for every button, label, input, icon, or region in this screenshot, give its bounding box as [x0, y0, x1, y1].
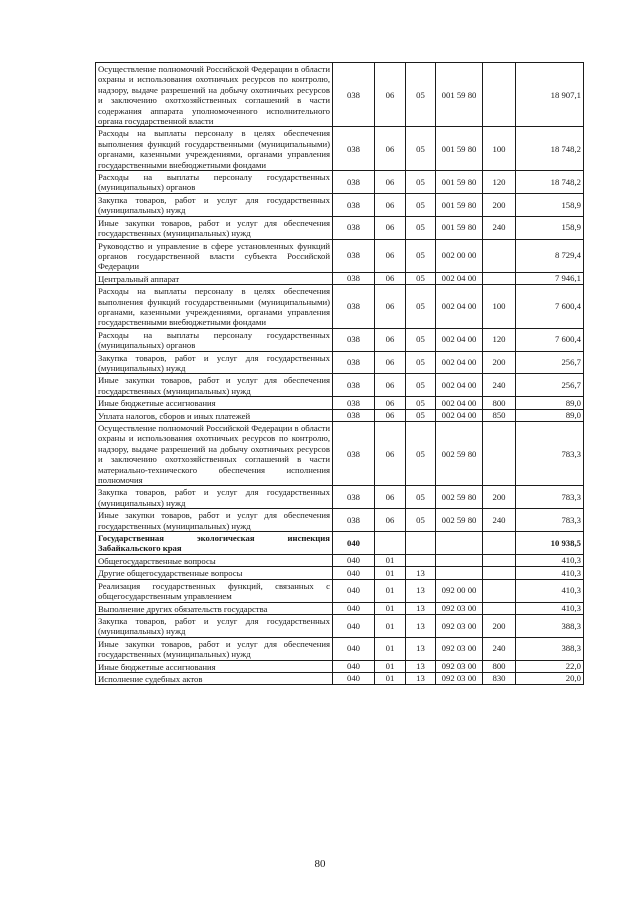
- row-section: 06: [375, 285, 406, 329]
- row-section: 06: [375, 63, 406, 127]
- row-amount: 410,3: [516, 579, 584, 602]
- row-amount: 18 748,2: [516, 171, 584, 194]
- table-row: [96, 409, 584, 421]
- row-target-item: 092 03 00: [436, 637, 483, 660]
- table-row: [96, 579, 584, 602]
- row-target-item: 002 59 80: [436, 422, 483, 486]
- row-expense-type: 800: [483, 660, 516, 672]
- row-subsection: 13: [406, 672, 436, 684]
- row-amount: 18 907,1: [516, 63, 584, 127]
- row-name: Иные закупки товаров, работ и услуг для обеспечения государственных (муниципальных) нужд: [96, 216, 333, 239]
- row-name: Иные закупки товаров, работ и услуг для обеспечения государственных (муниципальных) нужд: [96, 374, 333, 397]
- row-admin-code: 040: [333, 602, 375, 614]
- row-amount: 410,3: [516, 567, 584, 579]
- row-name: Исполнение судебных актов: [96, 672, 333, 684]
- row-target-item: 001 59 80: [436, 63, 483, 127]
- row-admin-code: 040: [333, 614, 375, 637]
- row-name: Выполнение других обязательств государства: [96, 602, 333, 614]
- row-subsection: [406, 532, 436, 555]
- row-admin-code: 038: [333, 409, 375, 421]
- row-expense-type: 200: [483, 486, 516, 509]
- table-body: [96, 63, 584, 685]
- table-row: [96, 216, 584, 239]
- row-subsection: 05: [406, 285, 436, 329]
- row-admin-code: 040: [333, 637, 375, 660]
- row-target-item: 092 00 00: [436, 579, 483, 602]
- row-amount: 7 600,4: [516, 328, 584, 351]
- table-row: [96, 660, 584, 672]
- row-target-item: 092 03 00: [436, 672, 483, 684]
- table-row: [96, 422, 584, 486]
- row-amount: 8 729,4: [516, 239, 584, 272]
- row-target-item: [436, 554, 483, 566]
- row-subsection: 05: [406, 127, 436, 171]
- budget-table-container: [95, 62, 583, 685]
- budget-table: [95, 62, 584, 685]
- row-section: 06: [375, 239, 406, 272]
- row-amount: 18 748,2: [516, 127, 584, 171]
- row-expense-type: 240: [483, 374, 516, 397]
- row-admin-code: 040: [333, 532, 375, 555]
- row-expense-type: 800: [483, 397, 516, 409]
- row-name: Закупка товаров, работ и услуг для государственных (муниципальных) нужд: [96, 486, 333, 509]
- row-target-item: 001 59 80: [436, 216, 483, 239]
- row-section: 01: [375, 672, 406, 684]
- row-subsection: 13: [406, 579, 436, 602]
- row-expense-type: [483, 554, 516, 566]
- row-section: 06: [375, 193, 406, 216]
- row-expense-type: [483, 63, 516, 127]
- row-section: 06: [375, 509, 406, 532]
- row-name: Расходы на выплаты персоналу в целях обеспечения выполнения функций государственными (муниципальными) органами, казенными учреждениями, органами управления государственными внебюджетными фондами: [96, 285, 333, 329]
- table-row: [96, 567, 584, 579]
- row-section: 06: [375, 328, 406, 351]
- row-section: 01: [375, 579, 406, 602]
- row-expense-type: 240: [483, 637, 516, 660]
- table-row: [96, 486, 584, 509]
- page-number: 80: [314, 858, 326, 870]
- table-row: [96, 239, 584, 272]
- row-subsection: 13: [406, 637, 436, 660]
- row-amount: 783,3: [516, 422, 584, 486]
- table-row: [96, 328, 584, 351]
- row-amount: 410,3: [516, 602, 584, 614]
- row-amount: 7 600,4: [516, 285, 584, 329]
- row-name: Расходы на выплаты персоналу государственных (муниципальных) органов: [96, 171, 333, 194]
- row-admin-code: 038: [333, 397, 375, 409]
- row-expense-type: [483, 579, 516, 602]
- row-admin-code: 040: [333, 672, 375, 684]
- row-expense-type: 120: [483, 328, 516, 351]
- row-subsection: 13: [406, 660, 436, 672]
- row-section: 01: [375, 602, 406, 614]
- row-expense-type: 240: [483, 509, 516, 532]
- row-admin-code: 038: [333, 509, 375, 532]
- row-amount: 410,3: [516, 554, 584, 566]
- row-amount: 22,0: [516, 660, 584, 672]
- row-amount: 10 938,5: [516, 532, 584, 555]
- row-amount: 783,3: [516, 509, 584, 532]
- row-expense-type: 200: [483, 193, 516, 216]
- row-target-item: [436, 532, 483, 555]
- row-target-item: 002 04 00: [436, 397, 483, 409]
- row-name: Иные закупки товаров, работ и услуг для обеспечения государственных (муниципальных) нужд: [96, 637, 333, 660]
- row-expense-type: [483, 602, 516, 614]
- row-expense-type: 200: [483, 614, 516, 637]
- row-section: 01: [375, 637, 406, 660]
- row-amount: 89,0: [516, 409, 584, 421]
- row-target-item: 002 59 80: [436, 509, 483, 532]
- row-admin-code: 038: [333, 193, 375, 216]
- row-name: Расходы на выплаты персоналу в целях обеспечения выполнения функций государственными (муниципальными) органами, казенными учреждениями, органами управления государственными внебюджетными фондами: [96, 127, 333, 171]
- row-amount: 388,3: [516, 614, 584, 637]
- row-expense-type: [483, 272, 516, 284]
- table-row: [96, 637, 584, 660]
- row-admin-code: 038: [333, 422, 375, 486]
- row-target-item: 092 03 00: [436, 614, 483, 637]
- row-subsection: 05: [406, 486, 436, 509]
- table-row: [96, 554, 584, 566]
- row-amount: 20,0: [516, 672, 584, 684]
- row-section: 01: [375, 567, 406, 579]
- row-name: Осуществление полномочий Российской Федерации в области охраны и использования охотничьих ресурсов по контролю, надзору, выдаче разрешений на добычу охотничьих ресурсов и заключению охотхозяйственных соглашений в части содержания аппарата уполномоченного исполнительного органа государственной власти: [96, 63, 333, 127]
- row-expense-type: 200: [483, 351, 516, 374]
- row-admin-code: 038: [333, 171, 375, 194]
- row-expense-type: 100: [483, 285, 516, 329]
- row-subsection: 05: [406, 409, 436, 421]
- row-amount: 89,0: [516, 397, 584, 409]
- row-target-item: 002 04 00: [436, 328, 483, 351]
- table-row: [96, 285, 584, 329]
- table-row: [96, 397, 584, 409]
- row-admin-code: 038: [333, 63, 375, 127]
- row-name: Закупка товаров, работ и услуг для государственных (муниципальных) нужд: [96, 193, 333, 216]
- row-name: Другие общегосударственные вопросы: [96, 567, 333, 579]
- row-target-item: 002 04 00: [436, 351, 483, 374]
- row-subsection: 05: [406, 63, 436, 127]
- row-expense-type: 850: [483, 409, 516, 421]
- row-target-item: 002 04 00: [436, 374, 483, 397]
- row-name: Центральный аппарат: [96, 272, 333, 284]
- row-admin-code: 040: [333, 660, 375, 672]
- row-subsection: 05: [406, 328, 436, 351]
- row-expense-type: 240: [483, 216, 516, 239]
- table-row: [96, 532, 584, 555]
- row-expense-type: 100: [483, 127, 516, 171]
- table-row: [96, 171, 584, 194]
- row-expense-type: [483, 567, 516, 579]
- row-target-item: 002 00 00: [436, 239, 483, 272]
- row-admin-code: 040: [333, 567, 375, 579]
- table-row: [96, 193, 584, 216]
- row-name: Реализация государственных функций, связанных с общегосударственным управлением: [96, 579, 333, 602]
- row-admin-code: 040: [333, 554, 375, 566]
- row-target-item: 001 59 80: [436, 193, 483, 216]
- table-row: [96, 351, 584, 374]
- row-name: Государственная экологическая инспекция Забайкальского края: [96, 532, 333, 555]
- row-section: 06: [375, 351, 406, 374]
- row-admin-code: 038: [333, 216, 375, 239]
- row-admin-code: 038: [333, 239, 375, 272]
- row-subsection: 05: [406, 272, 436, 284]
- row-section: 06: [375, 409, 406, 421]
- row-admin-code: 038: [333, 328, 375, 351]
- row-name: Расходы на выплаты персоналу государственных (муниципальных) органов: [96, 328, 333, 351]
- row-amount: 783,3: [516, 486, 584, 509]
- row-subsection: 05: [406, 216, 436, 239]
- row-target-item: [436, 567, 483, 579]
- row-subsection: 13: [406, 602, 436, 614]
- row-section: 01: [375, 554, 406, 566]
- row-target-item: 001 59 80: [436, 171, 483, 194]
- row-amount: 388,3: [516, 637, 584, 660]
- row-target-item: 002 04 00: [436, 272, 483, 284]
- row-amount: 256,7: [516, 374, 584, 397]
- table-row: [96, 509, 584, 532]
- table-row: [96, 602, 584, 614]
- row-subsection: 13: [406, 567, 436, 579]
- row-section: 06: [375, 127, 406, 171]
- row-subsection: 05: [406, 374, 436, 397]
- row-expense-type: [483, 239, 516, 272]
- table-row: [96, 614, 584, 637]
- row-name: Иные бюджетные ассигнования: [96, 660, 333, 672]
- row-target-item: 002 04 00: [436, 285, 483, 329]
- row-subsection: 05: [406, 509, 436, 532]
- row-name: Закупка товаров, работ и услуг для государственных (муниципальных) нужд: [96, 351, 333, 374]
- row-expense-type: 830: [483, 672, 516, 684]
- row-subsection: 05: [406, 193, 436, 216]
- table-row: [96, 63, 584, 127]
- row-admin-code: 038: [333, 351, 375, 374]
- table-row: [96, 127, 584, 171]
- row-subsection: 05: [406, 422, 436, 486]
- row-name: Иные закупки товаров, работ и услуг для обеспечения государственных (муниципальных) нужд: [96, 509, 333, 532]
- row-section: 06: [375, 486, 406, 509]
- row-section: 06: [375, 216, 406, 239]
- row-name: Общегосударственные вопросы: [96, 554, 333, 566]
- row-name: Иные бюджетные ассигнования: [96, 397, 333, 409]
- row-section: [375, 532, 406, 555]
- row-subsection: 05: [406, 171, 436, 194]
- row-admin-code: 038: [333, 127, 375, 171]
- row-target-item: 092 03 00: [436, 660, 483, 672]
- row-target-item: 001 59 80: [436, 127, 483, 171]
- row-section: 01: [375, 660, 406, 672]
- row-admin-code: 038: [333, 486, 375, 509]
- row-amount: 158,9: [516, 193, 584, 216]
- row-amount: 7 946,1: [516, 272, 584, 284]
- row-admin-code: 038: [333, 285, 375, 329]
- row-section: 06: [375, 374, 406, 397]
- row-section: 06: [375, 171, 406, 194]
- table-row: [96, 272, 584, 284]
- table-row: [96, 374, 584, 397]
- row-expense-type: 120: [483, 171, 516, 194]
- row-amount: 256,7: [516, 351, 584, 374]
- row-name: Руководство и управление в сфере установленных функций органов государственной власти субъекта Российской Федерации: [96, 239, 333, 272]
- row-section: 06: [375, 272, 406, 284]
- row-amount: 158,9: [516, 216, 584, 239]
- row-expense-type: [483, 532, 516, 555]
- row-name: Осуществление полномочий Российской Федерации в области охраны и использования охотничьих ресурсов по контролю, надзору, выдаче разрешений на добычу охотничьих ресурсов и заключению охотхозяйственных соглашений в части материально-технического обеспечения исполнения полномочия: [96, 422, 333, 486]
- row-expense-type: [483, 422, 516, 486]
- table-row: [96, 672, 584, 684]
- row-admin-code: 038: [333, 374, 375, 397]
- row-name: Закупка товаров, работ и услуг для государственных (муниципальных) нужд: [96, 614, 333, 637]
- row-target-item: 002 59 80: [436, 486, 483, 509]
- row-section: 06: [375, 422, 406, 486]
- row-admin-code: 040: [333, 579, 375, 602]
- row-subsection: 13: [406, 614, 436, 637]
- row-subsection: 05: [406, 397, 436, 409]
- row-subsection: 05: [406, 351, 436, 374]
- row-name: Уплата налогов, сборов и иных платежей: [96, 409, 333, 421]
- row-section: 06: [375, 397, 406, 409]
- row-admin-code: 038: [333, 272, 375, 284]
- row-subsection: [406, 554, 436, 566]
- row-subsection: 05: [406, 239, 436, 272]
- row-section: 01: [375, 614, 406, 637]
- row-target-item: 002 04 00: [436, 409, 483, 421]
- row-target-item: 092 03 00: [436, 602, 483, 614]
